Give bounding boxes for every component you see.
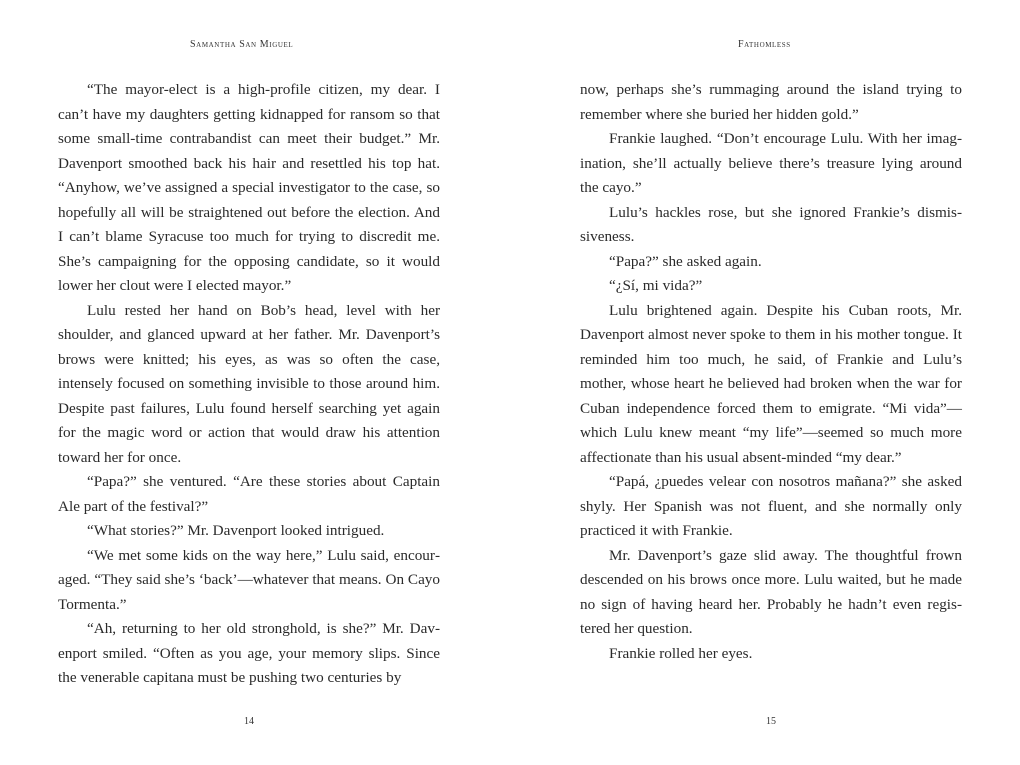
page-number: 14: [244, 716, 254, 727]
paragraph: “What stories?” Mr. Davenport looked intrigued.: [87, 522, 385, 539]
paragraph: “Ah, returning to her old stronghold, is she?” Mr. Davenport smiled. “Often as you age, your memory slips. Since the venerable capitana must be pushing two centuries by: [58, 620, 440, 686]
paragraph: Frankie rolled her eyes.: [609, 644, 753, 662]
page-number: 15: [766, 716, 776, 727]
running-head-author: Samantha San Miguel: [190, 39, 294, 50]
right-page: [510, 0, 1020, 765]
paragraph: “¿Sí, mi vida?”: [609, 277, 703, 294]
paragraph: “The mayor-elect is a high-profile citizen, my dear. I can’t have my daughters getting kidnapped for ransom so that some small-time contrabandist can meet their budget.” Mr. Davenport smoothed back his hair and resettled his top hat. “Anyhow, we’ve assigned a special investigator to the case, so hopefully all will be straightened out before the election. And I can’t blame Syracuse too much for trying to discredit me. She’s campaigning for the opposing candidate, so it would lower her clout were I elected mayor.”: [58, 81, 440, 294]
paragraph: “Papa?” she asked again.: [609, 252, 762, 270]
right-page-body: [580, 78, 962, 666]
paragraph: “We met some kids on the way here,” Lulu said, encouraged. “They said she’s ‘back’—whatever that means. On Cayo Tormenta.”: [58, 546, 440, 613]
paragraph: “Papa?” she ventured. “Are these stories about Captain Ale part of the festival?”: [58, 473, 440, 515]
paragraph: Lulu’s hackles rose, but she ignored Frankie’s dismissiveness.: [580, 203, 962, 245]
paragraph: “Papá, ¿puedes velear con nosotros mañana?” she asked shyly. Her Spanish was not fluent, and she normally only practiced it with Frankie.: [580, 473, 962, 539]
paragraph: Lulu rested her hand on Bob’s head, level with her shoulder, and glanced upward at her father. Mr. Davenport’s brows were knitted; his eyes, as was so often the case, intensely focused on something invisible to those around him. Despite past failures, Lulu found herself searching yet again for the magic word or action that would draw his attention toward her for once.: [58, 301, 440, 466]
paragraph: Mr. Davenport’s gaze slid away. The thoughtful frown descended on his brows once more. Lulu waited, but he made no sign of having heard her. Probably he hadn’t even registered her question.: [580, 546, 962, 637]
paragraph-continuation: now, perhaps she’s rummaging around the island trying to remember where she buried her hidden gold.”: [580, 81, 962, 123]
paragraph: Frankie laughed. “Don’t encourage Lulu. With her imagination, she’ll actually believe there’s treasure lying around the cayo.”: [580, 130, 962, 196]
running-head-title: Fathomless: [738, 39, 791, 50]
left-page-body: [58, 78, 440, 691]
paragraph: Lulu brightened again. Despite his Cuban roots, Mr. Davenport almost never spoke to them in his mother tongue. It reminded him too much, he said, of Frankie and Lulu’s mother, whose heart he believed had broken when the war for Cuban independence forced them to emigrate. “Mi vida”—which Lulu knew meant “my life”—seemed so much more affectionate than his usual absent-minded “my dear.”: [580, 301, 962, 466]
